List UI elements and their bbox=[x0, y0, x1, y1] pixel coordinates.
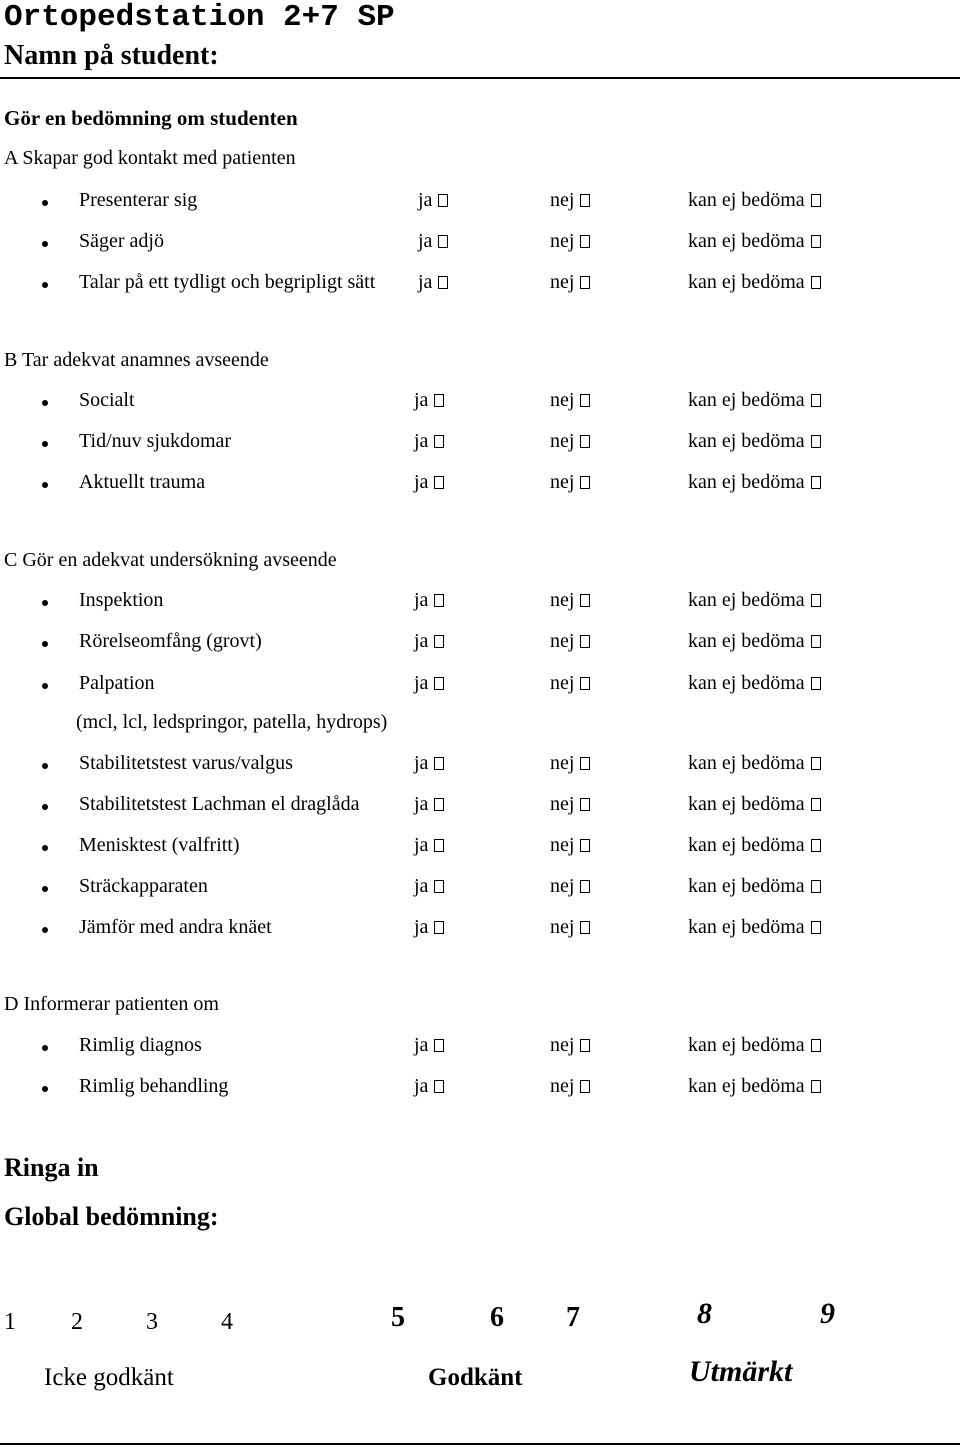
criterion-label: Rimlig diagnos bbox=[79, 1034, 202, 1056]
option-nej[interactable] bbox=[550, 834, 590, 857]
option-kan-ej-bedoma-label: kan ej bedöma bbox=[688, 589, 805, 611]
checkbox[interactable] bbox=[811, 1080, 821, 1093]
bullet-icon bbox=[42, 763, 48, 769]
option-kan-ej-bedoma[interactable] bbox=[688, 430, 821, 453]
option-ja[interactable] bbox=[414, 672, 444, 695]
option-kan-ej-bedoma-label: kan ej bedöma bbox=[688, 834, 805, 856]
option-ja[interactable] bbox=[414, 834, 444, 857]
checkbox[interactable] bbox=[580, 1080, 590, 1093]
option-ja[interactable] bbox=[414, 752, 444, 775]
checkbox[interactable] bbox=[811, 194, 821, 207]
option-kan-ej-bedoma[interactable] bbox=[688, 589, 821, 612]
bullet-icon bbox=[42, 400, 48, 406]
option-kan-ej-bedoma-label: kan ej bedöma bbox=[688, 672, 805, 694]
option-ja[interactable] bbox=[414, 793, 444, 816]
option-nej-label: nej bbox=[550, 875, 575, 897]
checkbox[interactable] bbox=[434, 394, 444, 407]
bullet-icon bbox=[42, 641, 48, 647]
bullet-icon bbox=[42, 886, 48, 892]
option-ja[interactable] bbox=[414, 430, 444, 453]
option-nej[interactable] bbox=[550, 230, 590, 253]
option-kan-ej-bedoma-label: kan ej bedöma bbox=[688, 189, 805, 211]
checkbox[interactable] bbox=[580, 677, 590, 690]
checkbox[interactable] bbox=[434, 839, 444, 852]
scale-9[interactable]: 9 bbox=[820, 1297, 835, 1330]
checkbox[interactable] bbox=[434, 757, 444, 770]
option-ja-label: ja bbox=[414, 1034, 429, 1056]
option-kan-ej-bedoma-label: kan ej bedöma bbox=[688, 916, 805, 938]
option-kan-ej-bedoma[interactable] bbox=[688, 389, 821, 412]
criterion-label: Talar på ett tydligt och begripligt sätt bbox=[79, 271, 376, 293]
scale-8[interactable]: 8 bbox=[697, 1297, 712, 1330]
checkbox[interactable] bbox=[434, 1080, 444, 1093]
option-ja[interactable] bbox=[418, 230, 448, 253]
option-ja[interactable] bbox=[414, 916, 444, 939]
bullet-icon bbox=[42, 282, 48, 288]
option-kan-ej-bedoma-label: kan ej bedöma bbox=[688, 271, 805, 293]
checkbox[interactable] bbox=[434, 880, 444, 893]
option-nej-label: nej bbox=[550, 834, 575, 856]
option-kan-ej-bedoma[interactable] bbox=[688, 271, 821, 294]
criterion-label: Säger adjö bbox=[79, 230, 164, 252]
option-ja-label: ja bbox=[418, 230, 433, 252]
checkbox[interactable] bbox=[580, 1039, 590, 1052]
checkbox[interactable] bbox=[811, 394, 821, 407]
option-ja[interactable] bbox=[418, 189, 448, 212]
option-nej[interactable] bbox=[550, 271, 590, 294]
checkbox[interactable] bbox=[811, 1039, 821, 1052]
option-kan-ej-bedoma[interactable] bbox=[688, 834, 821, 857]
checkbox[interactable] bbox=[434, 677, 444, 690]
checkbox[interactable] bbox=[811, 594, 821, 607]
option-ja[interactable] bbox=[414, 589, 444, 612]
option-ja[interactable] bbox=[418, 271, 448, 294]
checkbox[interactable] bbox=[580, 594, 590, 607]
pass-label: Godkänt bbox=[428, 1364, 523, 1391]
option-kan-ej-bedoma[interactable] bbox=[688, 793, 821, 816]
option-nej[interactable] bbox=[550, 471, 590, 494]
checkbox[interactable] bbox=[811, 839, 821, 852]
checkbox[interactable] bbox=[438, 194, 448, 207]
section-heading: D Informerar patienten om bbox=[4, 993, 219, 1015]
option-nej-label: nej bbox=[550, 1075, 575, 1097]
option-nej-label: nej bbox=[550, 230, 575, 252]
option-kan-ej-bedoma-label: kan ej bedöma bbox=[688, 630, 805, 652]
option-nej[interactable] bbox=[550, 752, 590, 775]
option-kan-ej-bedoma[interactable] bbox=[688, 471, 821, 494]
option-kan-ej-bedoma-label: kan ej bedöma bbox=[688, 1075, 805, 1097]
bullet-icon bbox=[42, 683, 48, 689]
option-kan-ej-bedoma-label: kan ej bedöma bbox=[688, 471, 805, 493]
criterion-label: Inspektion bbox=[79, 589, 164, 611]
checkbox[interactable] bbox=[580, 921, 590, 934]
option-nej-label: nej bbox=[550, 916, 575, 938]
option-kan-ej-bedoma[interactable] bbox=[688, 230, 821, 253]
option-kan-ej-bedoma-label: kan ej bedöma bbox=[688, 230, 805, 252]
option-ja-label: ja bbox=[414, 834, 429, 856]
option-nej-label: nej bbox=[550, 1034, 575, 1056]
option-nej[interactable] bbox=[550, 189, 590, 212]
section-heading: C Gör en adekvat undersökning avseende bbox=[4, 549, 337, 571]
option-ja-label: ja bbox=[414, 672, 429, 694]
bullet-icon bbox=[42, 441, 48, 447]
option-kan-ej-bedoma-label: kan ej bedöma bbox=[688, 430, 805, 452]
option-kan-ej-bedoma-label: kan ej bedöma bbox=[688, 875, 805, 897]
option-kan-ej-bedoma[interactable] bbox=[688, 752, 821, 775]
option-ja-label: ja bbox=[418, 271, 433, 293]
checkbox[interactable] bbox=[580, 235, 590, 248]
scale-5[interactable]: 5 bbox=[391, 1302, 405, 1333]
checkbox[interactable] bbox=[811, 476, 821, 489]
bullet-icon bbox=[42, 200, 48, 206]
option-nej-label: nej bbox=[550, 630, 575, 652]
option-kan-ej-bedoma[interactable] bbox=[688, 672, 821, 695]
option-nej[interactable] bbox=[550, 1034, 590, 1057]
bullet-icon bbox=[42, 1045, 48, 1051]
checkbox[interactable] bbox=[434, 798, 444, 811]
bullet-icon bbox=[42, 600, 48, 606]
scale-1[interactable]: 1 bbox=[4, 1309, 16, 1335]
palpation-note: (mcl, lcl, ledspringor, patella, hydrops) bbox=[76, 711, 388, 733]
checkbox[interactable] bbox=[580, 394, 590, 407]
option-kan-ej-bedoma[interactable] bbox=[688, 916, 821, 939]
bullet-icon bbox=[42, 927, 48, 933]
scale-4[interactable]: 4 bbox=[221, 1309, 233, 1335]
option-ja[interactable] bbox=[414, 1034, 444, 1057]
option-kan-ej-bedoma[interactable] bbox=[688, 1034, 821, 1057]
circle-instruction: Ringa in bbox=[4, 1153, 99, 1182]
option-nej-label: nej bbox=[550, 793, 575, 815]
option-kan-ej-bedoma[interactable] bbox=[688, 630, 821, 653]
criterion-label: Sträckapparaten bbox=[79, 875, 208, 897]
option-ja-label: ja bbox=[414, 875, 429, 897]
option-nej[interactable] bbox=[550, 875, 590, 898]
option-ja-label: ja bbox=[414, 916, 429, 938]
criterion-label: Presenterar sig bbox=[79, 189, 198, 211]
bullet-icon bbox=[42, 845, 48, 851]
option-kan-ej-bedoma[interactable] bbox=[688, 875, 821, 898]
option-nej-label: nej bbox=[550, 752, 575, 774]
bottom-rule bbox=[0, 1443, 960, 1445]
option-nej[interactable] bbox=[550, 430, 590, 453]
option-ja-label: ja bbox=[414, 793, 429, 815]
option-ja-label: ja bbox=[414, 471, 429, 493]
checkbox[interactable] bbox=[434, 921, 444, 934]
student-name-line bbox=[0, 77, 960, 79]
option-ja[interactable] bbox=[414, 1075, 444, 1098]
option-ja[interactable] bbox=[414, 875, 444, 898]
checkbox[interactable] bbox=[811, 798, 821, 811]
option-nej-label: nej bbox=[550, 672, 575, 694]
fail-label: Icke godkänt bbox=[44, 1364, 174, 1391]
criterion-label: Stabilitetstest varus/valgus bbox=[79, 752, 293, 774]
section-heading: A Skapar god kontakt med patienten bbox=[4, 147, 296, 169]
option-ja-label: ja bbox=[418, 189, 433, 211]
scale-7[interactable]: 7 bbox=[566, 1302, 580, 1333]
option-kan-ej-bedoma-label: kan ej bedöma bbox=[688, 793, 805, 815]
option-nej[interactable] bbox=[550, 389, 590, 412]
option-nej-label: nej bbox=[550, 589, 575, 611]
checkbox[interactable] bbox=[811, 435, 821, 448]
option-kan-ej-bedoma-label: kan ej bedöma bbox=[688, 1034, 805, 1056]
checkbox[interactable] bbox=[811, 921, 821, 934]
option-kan-ej-bedoma-label: kan ej bedöma bbox=[688, 389, 805, 411]
checkbox[interactable] bbox=[438, 276, 448, 289]
checkbox[interactable] bbox=[580, 635, 590, 648]
bullet-icon bbox=[42, 1086, 48, 1092]
checkbox[interactable] bbox=[580, 194, 590, 207]
checkbox[interactable] bbox=[580, 276, 590, 289]
checkbox[interactable] bbox=[438, 235, 448, 248]
bullet-icon bbox=[42, 804, 48, 810]
criterion-label: Socialt bbox=[79, 389, 135, 411]
checkbox[interactable] bbox=[580, 476, 590, 489]
option-nej[interactable] bbox=[550, 672, 590, 695]
option-nej[interactable] bbox=[550, 1075, 590, 1098]
checkbox[interactable] bbox=[811, 677, 821, 690]
option-ja-label: ja bbox=[414, 389, 429, 411]
criterion-label: Rörelseomfång (grovt) bbox=[79, 630, 262, 652]
scale-3[interactable]: 3 bbox=[146, 1309, 158, 1335]
option-nej[interactable] bbox=[550, 589, 590, 612]
checkbox[interactable] bbox=[434, 435, 444, 448]
criterion-label: Menisktest (valfritt) bbox=[79, 834, 240, 856]
option-kan-ej-bedoma-label: kan ej bedöma bbox=[688, 752, 805, 774]
option-ja[interactable] bbox=[414, 389, 444, 412]
criterion-label: Aktuellt trauma bbox=[79, 471, 206, 493]
option-ja-label: ja bbox=[414, 589, 429, 611]
checkbox[interactable] bbox=[434, 635, 444, 648]
option-ja-label: ja bbox=[414, 752, 429, 774]
checkbox[interactable] bbox=[811, 635, 821, 648]
option-nej-label: nej bbox=[550, 430, 575, 452]
option-ja[interactable] bbox=[414, 471, 444, 494]
section-heading: B Tar adekvat anamnes avseende bbox=[4, 349, 269, 371]
criterion-label: Rimlig behandling bbox=[79, 1075, 229, 1097]
student-name-label: Namn på student: bbox=[4, 40, 219, 71]
checkbox[interactable] bbox=[434, 594, 444, 607]
option-nej-label: nej bbox=[550, 189, 575, 211]
checkbox[interactable] bbox=[580, 757, 590, 770]
option-nej-label: nej bbox=[550, 271, 575, 293]
checkbox[interactable] bbox=[811, 757, 821, 770]
option-nej[interactable] bbox=[550, 916, 590, 939]
checkbox[interactable] bbox=[434, 1039, 444, 1052]
criterion-label: Stabilitetstest Lachman el draglåda bbox=[79, 793, 360, 815]
checkbox[interactable] bbox=[811, 880, 821, 893]
option-nej-label: nej bbox=[550, 471, 575, 493]
option-kan-ej-bedoma[interactable] bbox=[688, 1075, 821, 1098]
scale-6[interactable]: 6 bbox=[490, 1302, 504, 1333]
option-ja-label: ja bbox=[414, 1075, 429, 1097]
global-assessment-label: Global bedömning: bbox=[4, 1202, 219, 1231]
checkbox[interactable] bbox=[434, 476, 444, 489]
checkbox[interactable] bbox=[580, 435, 590, 448]
checkbox[interactable] bbox=[811, 276, 821, 289]
option-nej-label: nej bbox=[550, 389, 575, 411]
option-nej[interactable] bbox=[550, 630, 590, 653]
criterion-label: Palpation bbox=[79, 672, 155, 694]
option-ja[interactable] bbox=[414, 630, 444, 653]
option-nej[interactable] bbox=[550, 793, 590, 816]
option-ja-label: ja bbox=[414, 630, 429, 652]
checkbox[interactable] bbox=[811, 235, 821, 248]
excellent-label: Utmärkt bbox=[689, 1355, 793, 1388]
intro-heading: Gör en bedömning om studenten bbox=[4, 106, 298, 130]
bullet-icon bbox=[42, 482, 48, 488]
criterion-label: Jämför med andra knäet bbox=[79, 916, 272, 938]
option-ja-label: ja bbox=[414, 430, 429, 452]
checkbox[interactable] bbox=[580, 798, 590, 811]
checkbox[interactable] bbox=[580, 839, 590, 852]
criterion-label: Tid/nuv sjukdomar bbox=[79, 430, 232, 452]
option-kan-ej-bedoma[interactable] bbox=[688, 189, 821, 212]
scale-2[interactable]: 2 bbox=[71, 1309, 83, 1335]
checkbox[interactable] bbox=[580, 880, 590, 893]
form-title: Ortopedstation 2+7 SP bbox=[4, 0, 395, 35]
bullet-icon bbox=[42, 241, 48, 247]
